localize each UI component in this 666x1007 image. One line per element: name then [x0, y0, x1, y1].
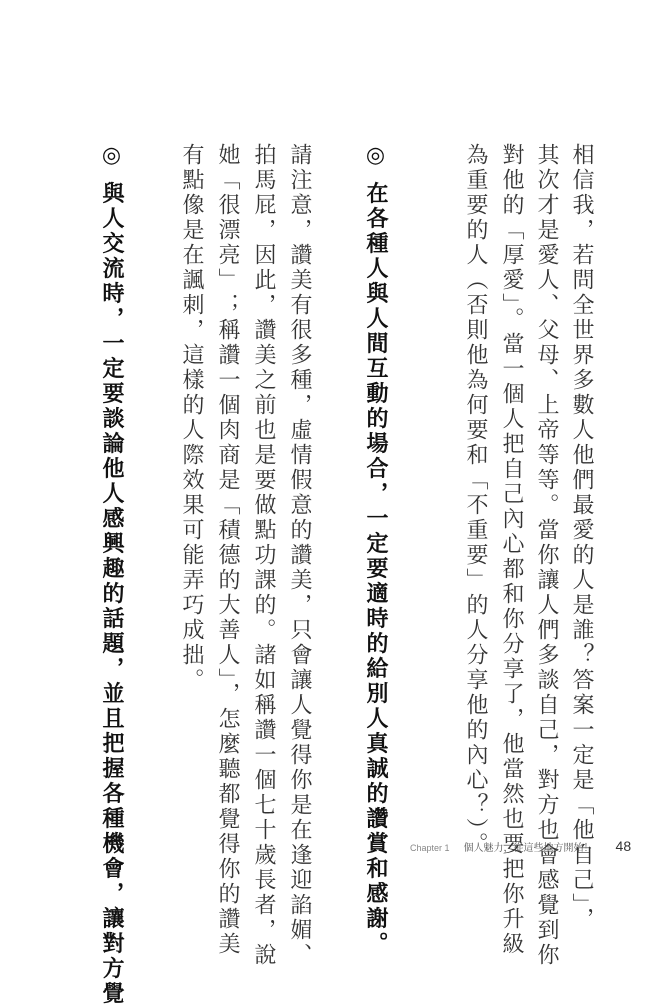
page-number: 48	[615, 838, 632, 854]
text-column-8: 她「很漂亮」；稱讚一個肉商是「積德的大善人」，怎麼聽都覺得你的讚美	[215, 143, 240, 957]
chapter-title: 個人魅力，從這些地方開始！	[463, 843, 594, 854]
section-heading-2: ◎ 與人交流時，一定要談論他人感興趣的話題，並且把握各種機會，讓對方覺	[99, 143, 124, 1007]
text-column-4: 為重要的人（否則他為何要和「不重要」的人分享他的內心？）。	[463, 143, 488, 857]
text-column-3: 對他的「厚愛」。當一個人把自己內心都和你分享了，他當然也要把你升級	[499, 143, 524, 957]
section-heading-1: ◎ 在各種人與人間互動的場合，一定要適時的給別人真誠的讚賞和感謝。	[363, 143, 388, 957]
text-column-2: 其次才是愛人、父母、上帝等等。當你讓人們多談自己，對方也會感覺到你	[534, 143, 559, 968]
text-column-6: 請注意，讚美有很多種，虛情假意的讚美，只會讓人覺得你是在逢迎諂媚、	[287, 143, 312, 968]
text-column-9: 有點像是在諷刺，這樣的人際效果可能弄巧成拙。	[179, 143, 204, 693]
chapter-label: Chapter 1	[410, 843, 450, 853]
text-column-7: 拍馬屁，因此，讚美之前也是要做點功課的。諸如稱讚一個七十歲長者，說	[251, 143, 276, 968]
page-footer	[410, 838, 631, 854]
text-column-1: 相信我，若問全世界多數人他們最愛的人是誰？答案一定是「他自己」，	[569, 143, 594, 932]
